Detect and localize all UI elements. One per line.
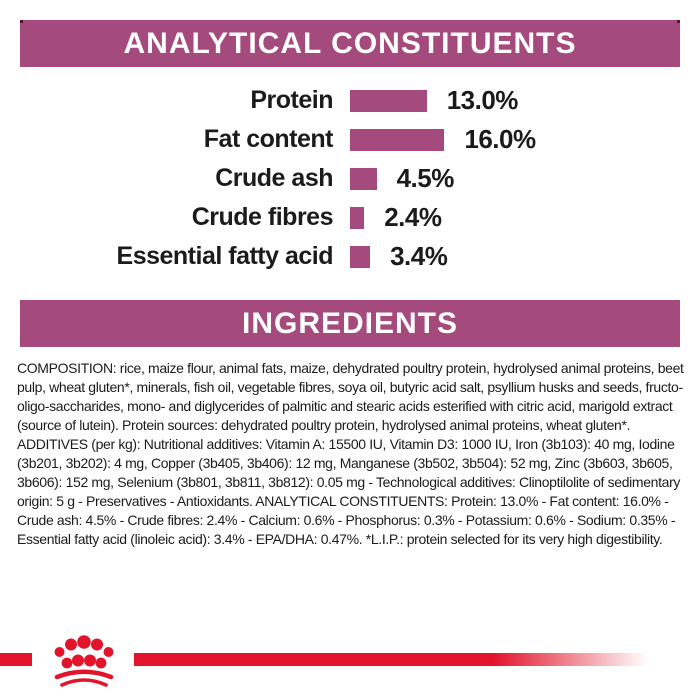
chart-row (0, 81, 700, 120)
chart-value-label: 3.4% (390, 241, 448, 271)
print-corner-mark (677, 20, 680, 23)
chart-bar (350, 168, 377, 190)
chart-category-label: Protein (250, 86, 333, 114)
chart-bar (350, 129, 444, 151)
chart-bar (350, 246, 370, 268)
analytical-constituents-title: ANALYTICAL CONSTITUENTS (123, 26, 577, 60)
composition-paragraph: COMPOSITION: rice, maize flour, animal fats, maize, dehydrated poultry protein, hydrolysed animal proteins, beet pulp, wheat gluten*, minerals, fish oil, vegetable fibres, soya oil, butyric acid salt, psyllium husks and seeds, fructo-oligo-saccharides, mono- and diglycerides of palmitic and stearic acids esterified with citric acid, marigold extract (source of lutein). Protein sources: dehydrated poultry protein, hydrolysed animal proteins, wheat gluten*. ADDITIVES (per kg): Nutritional additives: Vitamin A: 15500 IU, Vitamin D3: 1000 IU, Iron (3b103): 40 mg, Iodine (3b201, 3b202): 4 mg, Copper (3b405, 3b406): 12 mg, Manganese (3b502, 3b504): 52 mg, Zinc (3b603, 3b605, 3b606): 152 mg, Selenium (3b801, 3b811, 3b812): 0.05 mg - Technological additives: Clinoptilolite of sedimentary origin: 5 g - Preservatives - Antioxidants. ANALYTICAL CONSTITUENTS: Protein: 13.0% - Fat content: 16.0% - Crude ash: 4.5% - Crude fibres: 2.4% - Calcium: 0.6% - Phosphorus: 0.3% - Potassium: 0.6% - Sodium: 0.35% - Essential fatty acid (linoleic acid): 3.4% - EPA/DHA: 0.47%. *L.I.P.: protein selected for its very high digestibility. (17, 360, 684, 547)
ingredients-banner (20, 300, 680, 347)
chart-value-label: 2.4% (384, 202, 442, 232)
chart-bar (350, 90, 427, 112)
chart-row (0, 120, 700, 159)
analytical-constituents-banner (20, 20, 680, 67)
chart-value-label: 4.5% (396, 163, 454, 193)
chart-row (0, 198, 700, 237)
red-stripe-left (0, 653, 32, 666)
red-stripe-right (134, 653, 648, 666)
chart-value-label: 16.0% (464, 124, 536, 154)
ingredients-title: INGREDIENTS (241, 306, 459, 340)
chart-value-label: 13.0% (446, 85, 518, 115)
royal-canin-crown-icon (50, 633, 118, 689)
chart-category-label: Crude ash (215, 164, 333, 192)
chart-row (0, 237, 700, 276)
chart-bar (350, 207, 364, 229)
print-corner-mark (20, 20, 23, 23)
chart-category-label: Essential fatty acid (116, 242, 333, 270)
chart-category-label: Crude fibres (191, 203, 333, 231)
analytical-constituents-bar-chart (0, 81, 700, 276)
chart-category-label: Fat content (203, 125, 333, 153)
chart-row (0, 159, 700, 198)
